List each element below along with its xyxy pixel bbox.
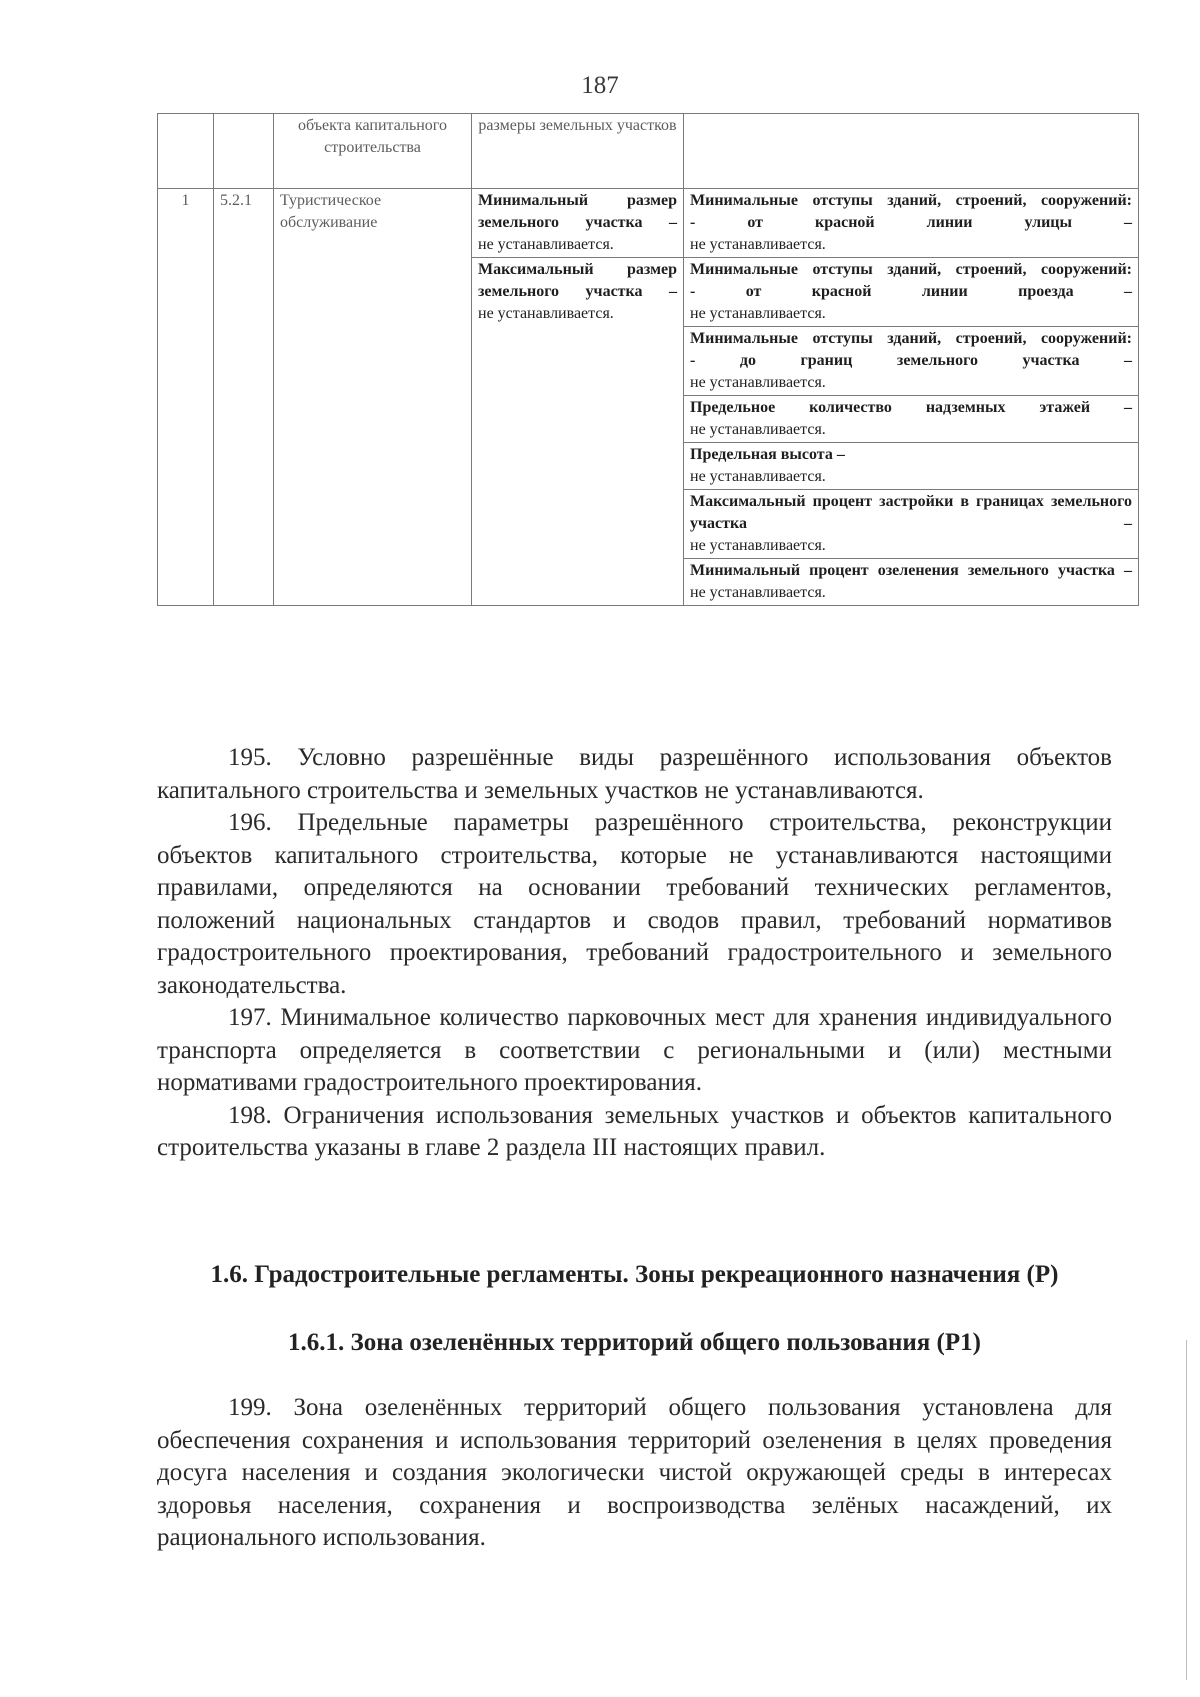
max-plot-size-value: не устанавливается. — [478, 305, 614, 322]
header-cell-params — [684, 114, 1139, 189]
header-cell-plot-size: размеры земельных участков — [472, 114, 684, 189]
param-value: не устанавливается. — [690, 537, 826, 554]
param-cell — [684, 327, 1139, 396]
paragraph-197: 197. Минимальное количество парковочных мест для хранения индивидуального транспорта определяется в соответствии с региональными и (или) местными нормативами градостроительного проектирования. — [157, 1004, 1112, 1096]
row-code: 5.2.1 — [214, 189, 274, 606]
max-plot-size-label: Максимальный размер земельного участка – — [478, 261, 677, 300]
param-sublabel: - от красной линии проезда – — [690, 283, 1132, 300]
min-plot-size-cell — [472, 189, 684, 258]
table-row — [158, 189, 1139, 258]
header-cell-number — [158, 114, 214, 189]
paragraph-198: 198. Ограничения использования земельных участков и объектов капитального строительства указаны в главе 2 раздела III настоящих правил. — [157, 1101, 1112, 1161]
param-cell — [684, 443, 1139, 490]
subsection-heading: 1.6.1. Зона озеленённых территорий общего пользования (Р1) — [288, 1329, 981, 1356]
header-cell-object: объекта капитального строительства — [274, 114, 472, 189]
param-label: Предельная высота – — [690, 446, 845, 463]
param-cell — [684, 396, 1139, 443]
param-value: не устанавливается. — [690, 374, 826, 391]
scan-edge-line — [1186, 1340, 1187, 1680]
paragraph-199: 199. Зона озеленённых территорий общего пользования установлена для обеспечения сохранения и использования территорий озеленения в целях проведения досуга населения и создания экологически чистой окружающей среды в интересах здоровья населения, сохранения и воспроизводства зелёных насаждений, их рационального использования. — [157, 1394, 1112, 1551]
param-label: Максимальный процент застройки в границах земельного участка – — [690, 493, 1132, 532]
row-number: 1 — [158, 189, 214, 606]
section-heading: 1.6. Градостроительные регламенты. Зоны рекреационного назначения (Р) — [210, 1261, 1059, 1288]
param-value: не устанавливается. — [690, 584, 826, 601]
regulation-table — [157, 113, 1139, 606]
min-plot-size-value: не устанавливается. — [478, 236, 614, 253]
header-cell-code — [214, 114, 274, 189]
paragraph-195: 195. Условно разрешённые виды разрешённого использования объектов капитального строительства и земельных участков не устанавливаются. — [157, 744, 1112, 804]
row-use-name: Туристическое обслуживание — [274, 189, 472, 606]
param-sublabel: - до границ земельного участка – — [690, 352, 1132, 369]
param-cell — [684, 258, 1139, 327]
paragraph-196: 196. Предельные параметры разрешённого строительства, реконструкции объектов капитального строительства, которые не устанавливаются настоящими правилами, определяются на основании требований технических регламентов, положений национальных стандартов и сводов правил, требований нормативов градостроительного проектирования, требований градостроительного и земельного законодательства. — [157, 809, 1112, 999]
param-label: Минимальный процент озеленения земельного участка – — [690, 562, 1132, 579]
max-plot-size-cell — [472, 258, 684, 606]
param-label: Минимальные отступы зданий, строений, сооружений: — [690, 330, 1132, 347]
page-number: 187 — [581, 72, 619, 99]
body-text-zone — [157, 1392, 1112, 1555]
param-cell — [684, 559, 1139, 606]
param-label: Предельное количество надземных этажей – — [690, 399, 1132, 416]
param-label: Минимальные отступы зданий, строений, сооружений: — [690, 261, 1132, 278]
param-cell — [684, 189, 1139, 258]
table-header-row — [158, 114, 1139, 189]
min-plot-size-label: Минимальный размер земельного участка – — [478, 192, 677, 231]
param-label: Минимальные отступы зданий, строений, сооружений: — [690, 192, 1132, 209]
param-cell — [684, 490, 1139, 559]
param-sublabel: - от красной линии улицы – — [690, 214, 1132, 231]
param-value: не устанавливается. — [690, 305, 826, 322]
param-value: не устанавливается. — [690, 421, 826, 438]
param-value: не устанавливается. — [690, 468, 826, 485]
body-text — [157, 742, 1112, 1165]
param-value: не устанавливается. — [690, 236, 826, 253]
